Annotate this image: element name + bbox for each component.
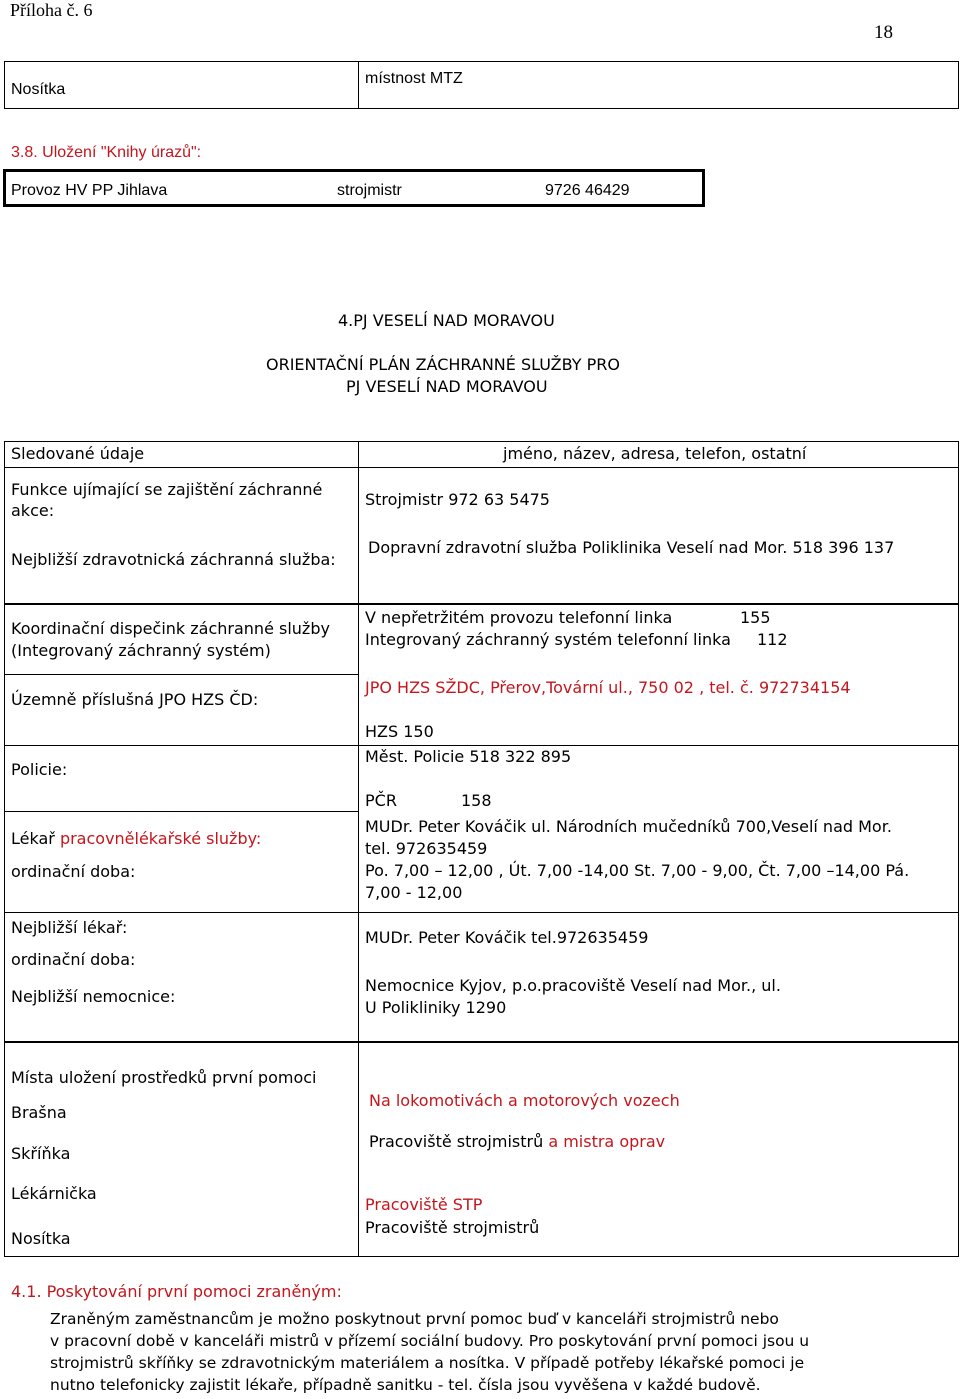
top-table-left: Nosítka	[11, 81, 66, 98]
emergency-table-line-3	[5, 811, 358, 812]
attachment-label: Příloha č. 6	[10, 0, 93, 20]
top-table-divider	[358, 62, 359, 108]
section-3-8-title: 3.8. Uložení "Knihy úrazů":	[11, 144, 202, 161]
state-police-number: 158	[461, 791, 492, 810]
dispatch-label-1: Koordinační dispečink záchranné služby	[11, 619, 330, 638]
first-aid-locations-header: Místa uložení prostředků první pomoci	[11, 1068, 317, 1087]
nearest-hospital-line-1: Nemocnice Kyjov, p.o.pracoviště Veselí nad Mor., ul.	[365, 976, 781, 995]
plan-title-line-2: PJ VESELÍ NAD MORAVOU	[346, 377, 548, 396]
first-aid-cabinet-label: Skříňka	[11, 1144, 71, 1163]
emergency-table-divider	[358, 605, 359, 1041]
rescue-table-header-line	[5, 467, 958, 468]
book-location-role: strojmistr	[337, 182, 402, 199]
office-hours-value-1: Po. 7,00 – 12,00 , Út. 7,00 -14,00 St. 7,00 - 9,00, Čt. 7,00 –14,00 Pá.	[365, 861, 910, 880]
rescue-table	[4, 441, 959, 604]
stretcher-label: Nosítka	[11, 1229, 71, 1248]
first-aid-bag-value: Na lokomotivách a motorových vozech	[369, 1091, 680, 1110]
emergency-table-line-4	[5, 912, 958, 913]
book-location-operation: Provoz HV PP Jihlava	[11, 182, 168, 199]
dispatch-line-1: V nepřetržitém provozu telefonní linka	[365, 608, 673, 627]
first-aid-paragraph-line-4: nutno telefonicky zajistit lékaře, případně sanitku - tel. čísla jsou vyvěšena v každé budově.	[50, 1376, 761, 1394]
top-table-right: místnost MTZ	[365, 70, 463, 87]
nearest-hospital-label: Nejbližší nemocnice:	[11, 987, 176, 1006]
cabinet-location-part: Pracoviště strojmistrů	[369, 1132, 549, 1151]
municipal-police-value: Měst. Policie 518 322 895	[365, 747, 572, 766]
ambulance-phone: 518 396 137	[792, 538, 895, 557]
section-4-1-heading: 4.1. Poskytování první pomoci zraněným:	[11, 1282, 342, 1301]
page-number: 18	[874, 22, 893, 43]
rescue-coordinator-value: Strojmistr 972 63 5475	[365, 490, 550, 509]
rescue-coordinator-label-2: akce:	[11, 501, 55, 520]
dispatch-label-2: (Integrovaný záchranný systém)	[11, 641, 271, 660]
dispatch-line-1-number: 155	[740, 608, 771, 627]
first-aid-kit-value: Pracoviště STP	[365, 1195, 483, 1214]
office-hours-value-2: 7,00 - 12,00	[365, 883, 463, 902]
fire-service-number: HZS 150	[365, 722, 434, 741]
top-table	[4, 61, 959, 109]
first-aid-paragraph-line-1: Zraněným zaměstnancům je možno poskytnout první pomoc buď v kanceláři strojmistrů nebo	[50, 1310, 779, 1328]
emergency-table-line-1	[5, 674, 358, 675]
dispatch-line-2-number: 112	[757, 630, 788, 649]
nearest-ambulance-value	[368, 538, 894, 557]
occupational-doctor-label	[11, 829, 261, 848]
occupational-doctor-address: MUDr. Peter Kováčik ul. Národních mučedníků 700,Veselí nad Mor.	[365, 817, 892, 836]
contact-info-header: jméno, název, adresa, telefon, ostatní	[503, 444, 807, 463]
fire-unit-value: JPO HZS SŽDC, Přerov,Tovární ul., 750 02 , tel. č. 972734154	[365, 678, 851, 697]
stretcher-value: Pracoviště strojmistrů	[365, 1218, 540, 1237]
nearest-doctor-value: MUDr. Peter Kováčik tel.972635459	[365, 928, 649, 947]
office-hours-label-1: ordinační doba:	[11, 862, 136, 881]
rescue-coordinator-label-1: Funkce ujímající se zajištění záchranné	[11, 480, 323, 499]
ambulance-name: Dopravní zdravotní služba Poliklinika Veselí nad Mor.	[368, 538, 788, 557]
plan-title-line-1: ORIENTAČNÍ PLÁN ZÁCHRANNÉ SLUŽBY PRO	[266, 355, 620, 374]
dispatch-line-2: Integrovaný záchranný systém telefonní linka	[365, 630, 731, 649]
state-police-label: PČR	[365, 791, 397, 810]
tracked-data-header: Sledované údaje	[11, 444, 145, 463]
police-label: Policie:	[11, 760, 68, 779]
doctor-label-part: Lékař	[11, 829, 60, 848]
occupational-doctor-phone: tel. 972635459	[365, 839, 488, 858]
nearest-doctor-label: Nejbližší lékař:	[11, 918, 128, 937]
cabinet-location-red-part: a mistra oprav	[548, 1132, 666, 1151]
first-aid-kit-label: Lékárnička	[11, 1184, 97, 1203]
section-4-1-title	[11, 1282, 342, 1301]
first-aid-paragraph-line-3: strojmistrů skříňky se zdravotnickým materiálem a nosítka. V případě potřeby lékařské pomoci je	[50, 1354, 805, 1372]
office-hours-label-2: ordinační doba:	[11, 950, 136, 969]
first-aid-cabinet-value	[369, 1132, 665, 1151]
book-location-phone: 9726 46429	[545, 182, 630, 199]
occupational-service-label: pracovnělékařské služby:	[59, 829, 262, 848]
nearest-hospital-line-2: U Polikliniky 1290	[365, 998, 507, 1017]
first-aid-paragraph-line-2: v pracovní době v kanceláři mistrů v přízemí sociální budovy. Pro poskytování první pomoci jsou u	[50, 1332, 810, 1350]
first-aid-table-divider	[358, 1043, 359, 1256]
section-4-title: 4.PJ VESELÍ NAD MORAVOU	[338, 311, 555, 330]
emergency-table-line-2	[5, 745, 958, 746]
fire-unit-label: Územně příslušná JPO HZS ČD:	[11, 690, 259, 709]
first-aid-bag-label: Brašna	[11, 1103, 67, 1122]
nearest-ambulance-label: Nejbližší zdravotnická záchranná služba:	[11, 550, 336, 569]
